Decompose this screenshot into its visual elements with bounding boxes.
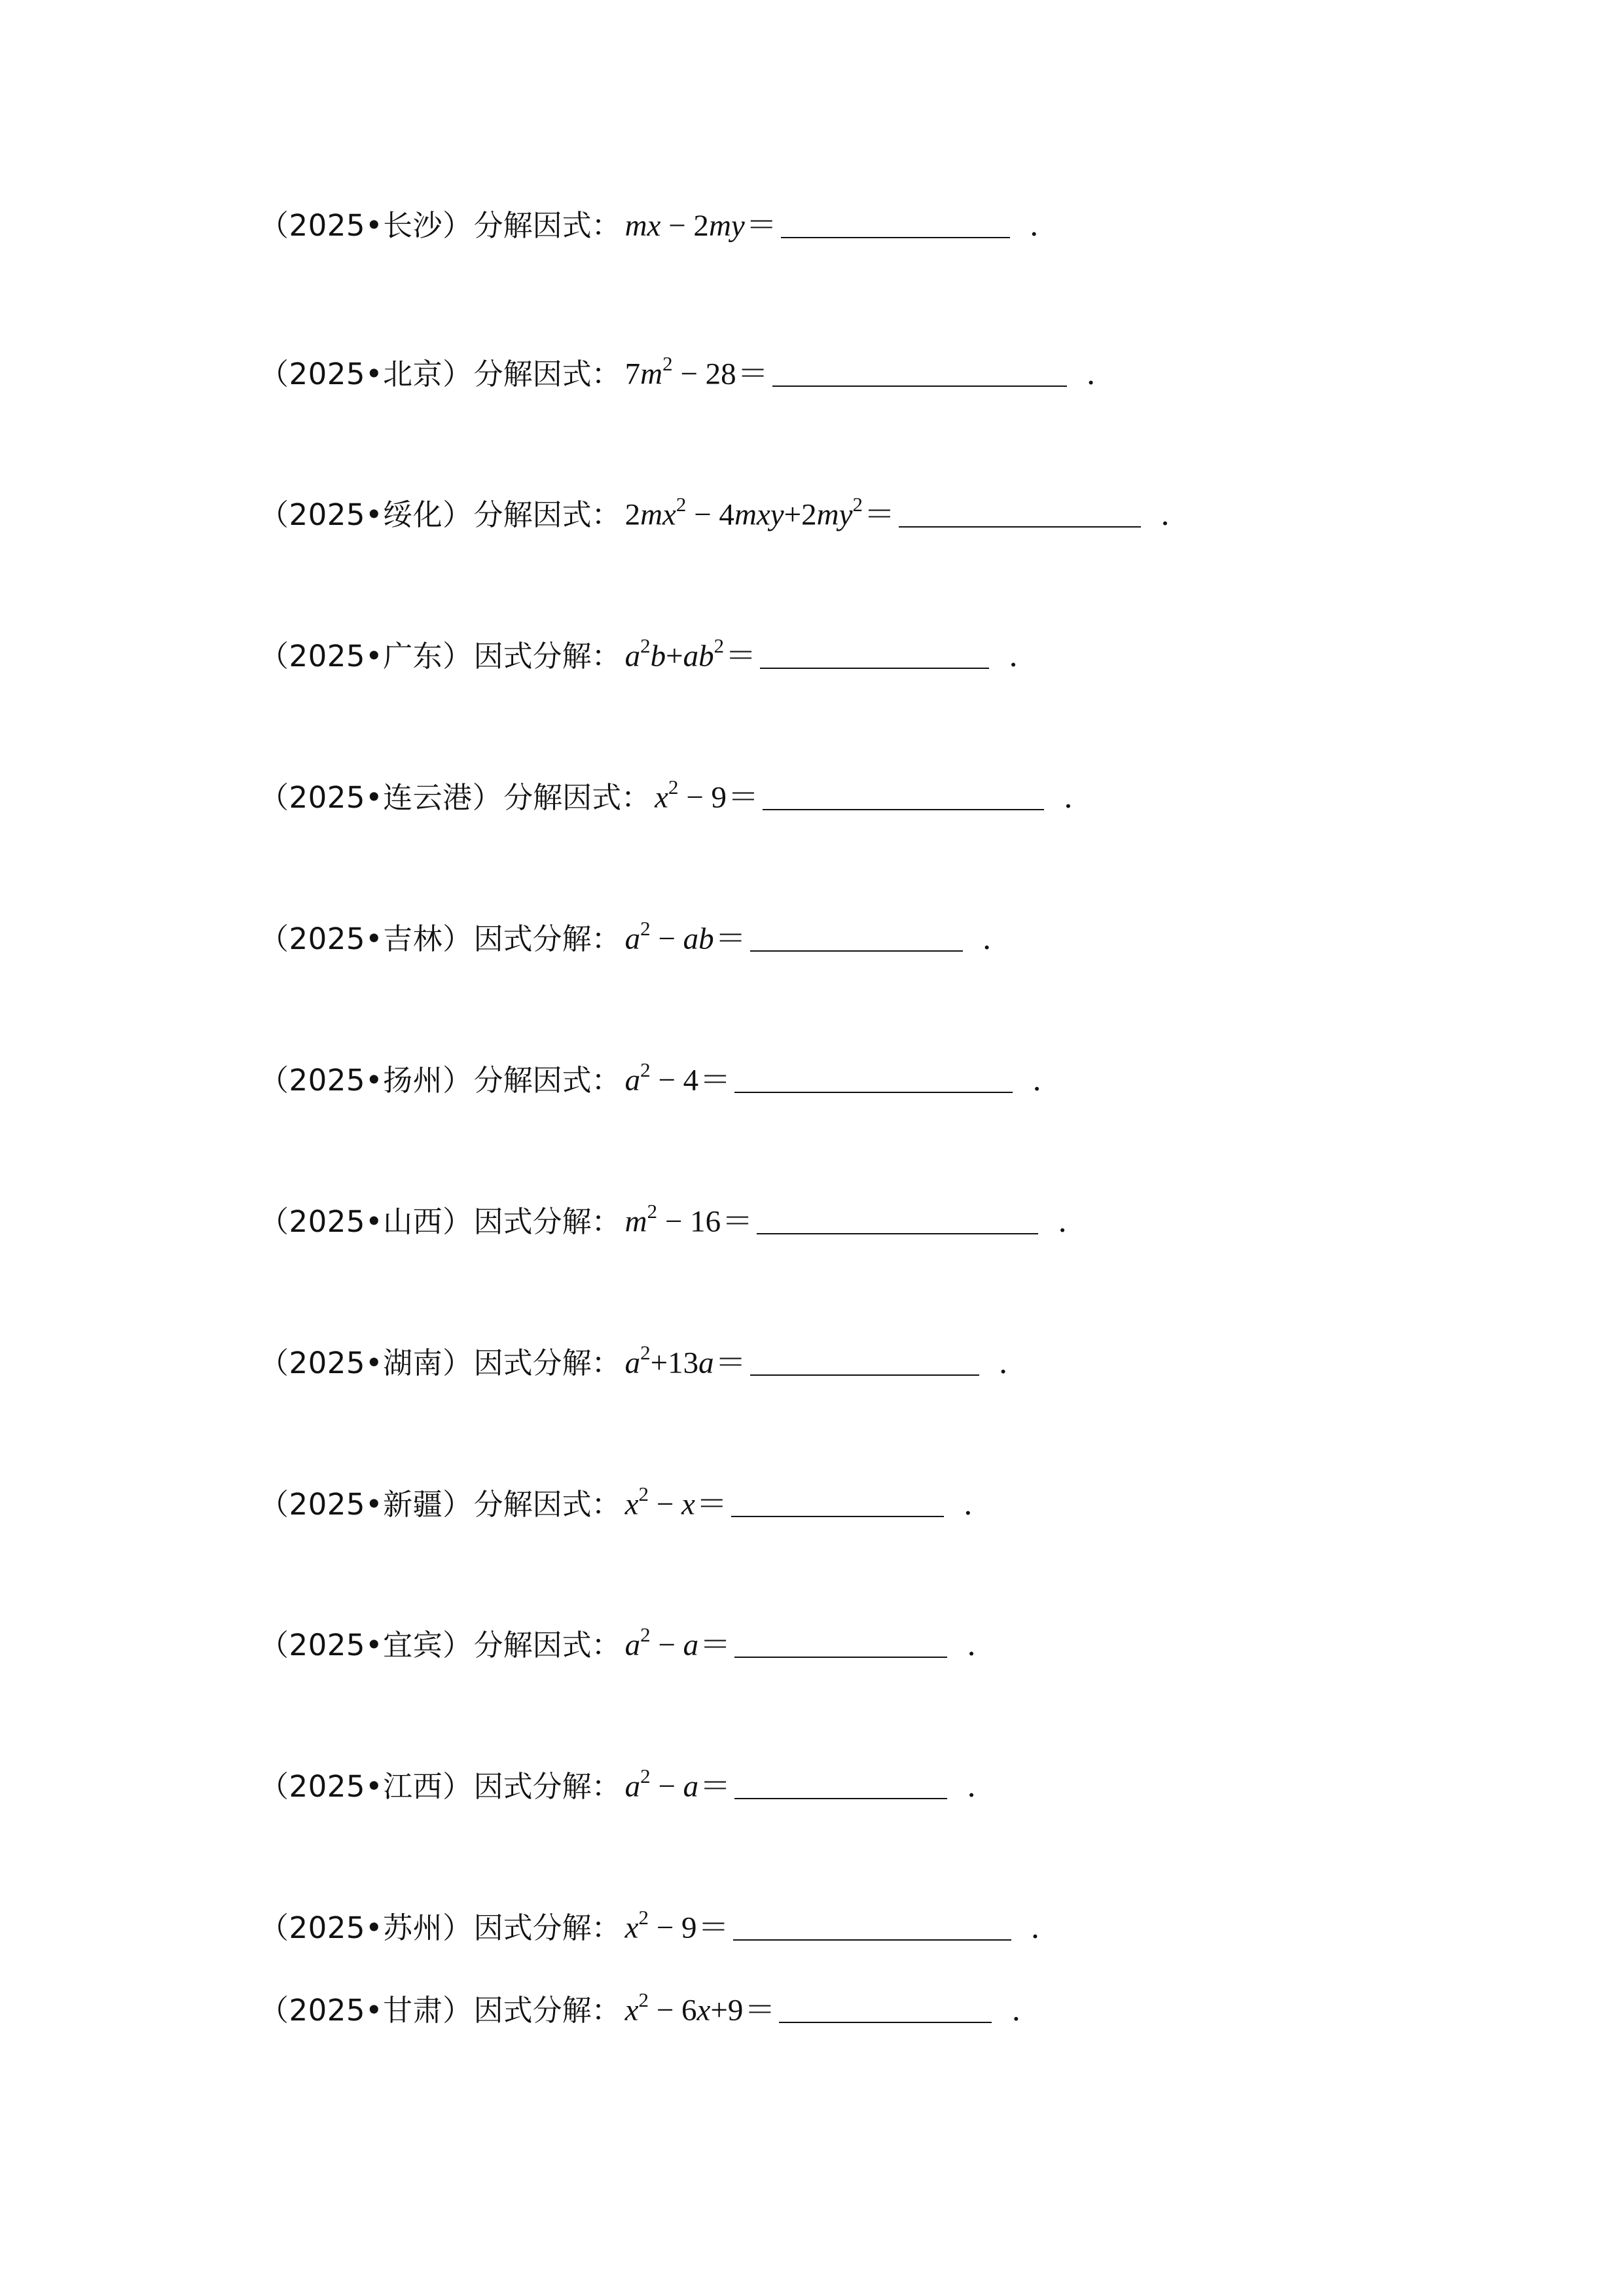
problem-4 <box>259 622 1038 675</box>
answer-blank[interactable] <box>750 1374 979 1376</box>
answer-blank[interactable] <box>757 1233 1038 1234</box>
problem-7 <box>259 1047 1062 1099</box>
math-term: − 4 <box>650 1063 699 1098</box>
math-expression <box>625 905 714 965</box>
math-exponent: 2 <box>640 1058 651 1081</box>
problem-source: （2025•江西） <box>259 1768 473 1804</box>
math-expression <box>625 1753 699 1813</box>
math-variable: m <box>624 1204 647 1239</box>
math-expression <box>625 1047 699 1107</box>
problem-colon: ： <box>591 1062 621 1098</box>
answer-blank[interactable] <box>733 1939 1011 1941</box>
end-period: ． <box>1030 1911 1060 1945</box>
problem-colon: ： <box>591 921 621 956</box>
math-variable: my <box>708 209 745 243</box>
answer-blank[interactable] <box>734 1657 947 1658</box>
math-variable: ab <box>683 639 714 673</box>
problem-colon: ： <box>591 1486 621 1522</box>
math-expression <box>625 1611 699 1672</box>
math-term: − 9 <box>648 1910 697 1945</box>
math-exponent: 2 <box>852 493 863 516</box>
problem-colon: ： <box>591 208 621 243</box>
math-variable: x <box>681 1487 695 1522</box>
problem-source: （2025•甘肃） <box>259 1992 473 2028</box>
math-term: − 6 <box>648 1993 697 2028</box>
equals-sign: ＝ <box>722 1204 753 1239</box>
problem-source: （2025•长沙） <box>259 208 473 243</box>
end-period: ． <box>1064 781 1094 814</box>
answer-blank[interactable] <box>731 1516 944 1517</box>
problem-source: （2025•新疆） <box>259 1486 473 1522</box>
problem-14 <box>259 1977 1041 2029</box>
problem-source: （2025•广东） <box>259 638 473 673</box>
equals-sign: ＝ <box>700 1628 731 1662</box>
equals-sign: ＝ <box>737 357 768 391</box>
end-period: ． <box>998 1346 1028 1380</box>
math-term: +9 <box>710 1993 744 2028</box>
answer-blank[interactable] <box>763 809 1044 810</box>
math-variable: a <box>624 922 641 956</box>
problem-instruction: 分解因式 <box>473 1486 592 1522</box>
math-variable: mxy <box>734 497 784 532</box>
math-variable: a <box>698 1346 714 1380</box>
math-variable: m <box>640 357 663 391</box>
problem-source: （2025•山西） <box>259 1204 473 1239</box>
math-expression <box>625 622 725 683</box>
math-expression <box>625 481 863 541</box>
equals-sign: ＝ <box>715 1346 746 1380</box>
answer-blank[interactable] <box>781 237 1010 238</box>
end-period: ． <box>963 1488 993 1521</box>
math-exponent: 2 <box>662 352 673 375</box>
problem-3 <box>259 481 1190 533</box>
equals-sign: ＝ <box>746 209 777 243</box>
math-expression <box>625 1977 744 2037</box>
problem-5 <box>259 764 1093 816</box>
math-term: − <box>650 922 683 956</box>
math-term: − 16 <box>657 1204 721 1239</box>
problem-12 <box>259 1753 996 1805</box>
math-variable: x <box>624 1910 639 1945</box>
end-period: ． <box>1086 357 1116 391</box>
problem-9 <box>259 1329 1028 1382</box>
math-exponent: 2 <box>640 1765 651 1787</box>
problem-8 <box>259 1188 1087 1240</box>
math-term: − <box>650 1769 683 1804</box>
end-period: ． <box>1009 639 1039 673</box>
problem-11 <box>259 1611 996 1664</box>
math-exponent: 2 <box>668 776 679 798</box>
math-expression <box>625 1329 714 1390</box>
math-expression <box>625 340 736 401</box>
problem-source: （2025•绥化） <box>259 497 473 532</box>
math-term: − 2 <box>660 209 709 243</box>
problem-instruction: 分解因式 <box>503 780 622 815</box>
problem-instruction: 因式分解 <box>473 921 592 956</box>
math-exponent: 2 <box>640 917 651 940</box>
end-period: ． <box>1058 1205 1088 1238</box>
math-expression <box>625 1894 697 1954</box>
answer-blank[interactable] <box>772 386 1067 387</box>
problem-instruction: 分解因式 <box>473 208 592 243</box>
equals-sign: ＝ <box>728 780 759 815</box>
math-expression <box>625 1471 695 1531</box>
problem-colon: ： <box>591 356 621 391</box>
math-term: 2 <box>624 497 641 532</box>
math-exponent: 2 <box>638 1988 649 2011</box>
math-variable: x <box>655 780 668 815</box>
problem-colon: ： <box>591 1204 621 1239</box>
end-period: ． <box>1011 1994 1041 2027</box>
equals-sign: ＝ <box>863 497 895 532</box>
problem-instruction: 分解因式 <box>473 1627 592 1662</box>
end-period: ． <box>1160 498 1190 531</box>
answer-blank[interactable] <box>899 526 1141 528</box>
math-variable: ab <box>683 922 714 956</box>
equals-sign: ＝ <box>715 922 746 956</box>
math-expression <box>625 1188 721 1248</box>
math-term: +13 <box>650 1346 699 1380</box>
math-term: +2 <box>784 497 817 532</box>
problem-6 <box>259 905 1012 958</box>
equals-sign: ＝ <box>696 1487 727 1522</box>
problem-colon: ： <box>591 1345 621 1380</box>
math-term: − 9 <box>678 780 727 815</box>
math-variable: b <box>650 639 666 673</box>
math-exponent: 2 <box>638 1906 649 1929</box>
problem-instruction: 因式分解 <box>473 1992 592 2028</box>
answer-blank[interactable] <box>734 1092 1013 1093</box>
math-exponent: 2 <box>713 634 725 657</box>
problem-source: （2025•湖南） <box>259 1345 473 1380</box>
problem-instruction: 因式分解 <box>473 1910 592 1945</box>
problem-instruction: 因式分解 <box>473 638 592 673</box>
math-term: + <box>666 639 683 673</box>
equals-sign: ＝ <box>700 1769 731 1804</box>
math-term: − <box>650 1628 683 1662</box>
math-variable: x <box>624 1993 639 2028</box>
math-term: 7 <box>624 357 641 391</box>
math-variable: a <box>683 1769 699 1804</box>
answer-blank[interactable] <box>734 1798 947 1799</box>
math-variable: my <box>816 497 853 532</box>
equals-sign: ＝ <box>698 1910 729 1945</box>
problem-1 <box>259 200 1059 252</box>
math-variable: a <box>624 639 641 673</box>
end-period: ． <box>967 1628 997 1662</box>
equals-sign: ＝ <box>700 1063 731 1098</box>
problem-instruction: 分解因式 <box>473 1062 592 1098</box>
problem-13 <box>259 1894 1060 1946</box>
end-period: ． <box>1029 209 1059 242</box>
end-period: ． <box>1032 1064 1062 1097</box>
math-variable: x <box>624 1487 639 1522</box>
math-variable: mx <box>624 209 661 243</box>
problem-colon: ： <box>591 638 621 673</box>
problem-colon: ： <box>621 780 651 815</box>
math-variable: a <box>624 1769 641 1804</box>
answer-blank[interactable] <box>760 668 989 669</box>
math-expression <box>625 200 745 252</box>
math-variable: x <box>696 1993 711 2028</box>
end-period: ． <box>967 1770 997 1803</box>
problem-colon: ： <box>591 1627 621 1662</box>
problem-instruction: 因式分解 <box>473 1345 592 1380</box>
math-exponent: 2 <box>647 1200 658 1223</box>
math-exponent: 2 <box>676 493 687 516</box>
math-variable: a <box>624 1346 641 1380</box>
problem-instruction: 分解因式 <box>473 356 592 391</box>
problem-colon: ： <box>591 497 621 532</box>
problem-source: （2025•扬州） <box>259 1062 473 1098</box>
math-exponent: 2 <box>638 1482 649 1505</box>
equals-sign: ＝ <box>744 1993 776 2028</box>
problem-10 <box>259 1471 993 1523</box>
problem-colon: ： <box>591 1910 621 1945</box>
problem-instruction: 因式分解 <box>473 1204 592 1239</box>
math-term: − <box>648 1487 681 1522</box>
problem-source: （2025•吉林） <box>259 921 473 956</box>
math-exponent: 2 <box>640 634 651 657</box>
problem-source: （2025•苏州） <box>259 1910 473 1945</box>
problem-instruction: 因式分解 <box>473 1768 592 1804</box>
problem-colon: ： <box>591 1992 621 2028</box>
math-variable: mx <box>640 497 676 532</box>
problem-source: （2025•连云港） <box>259 780 503 815</box>
problem-source: （2025•宜宾） <box>259 1627 473 1662</box>
math-term: − 28 <box>672 357 736 391</box>
answer-blank[interactable] <box>750 950 963 952</box>
end-period: ． <box>982 922 1012 956</box>
math-expression <box>655 764 727 824</box>
problem-colon: ： <box>591 1768 621 1804</box>
math-term: − 4 <box>686 497 734 532</box>
problem-instruction: 分解因式 <box>473 497 592 532</box>
math-variable: a <box>624 1628 641 1662</box>
problem-2 <box>259 340 1116 393</box>
math-exponent: 2 <box>640 1341 651 1364</box>
math-variable: a <box>683 1628 699 1662</box>
answer-blank[interactable] <box>779 2022 992 2023</box>
problem-source: （2025•北京） <box>259 356 473 391</box>
math-exponent: 2 <box>640 1623 651 1646</box>
math-variable: a <box>624 1063 641 1098</box>
equals-sign: ＝ <box>725 639 757 673</box>
